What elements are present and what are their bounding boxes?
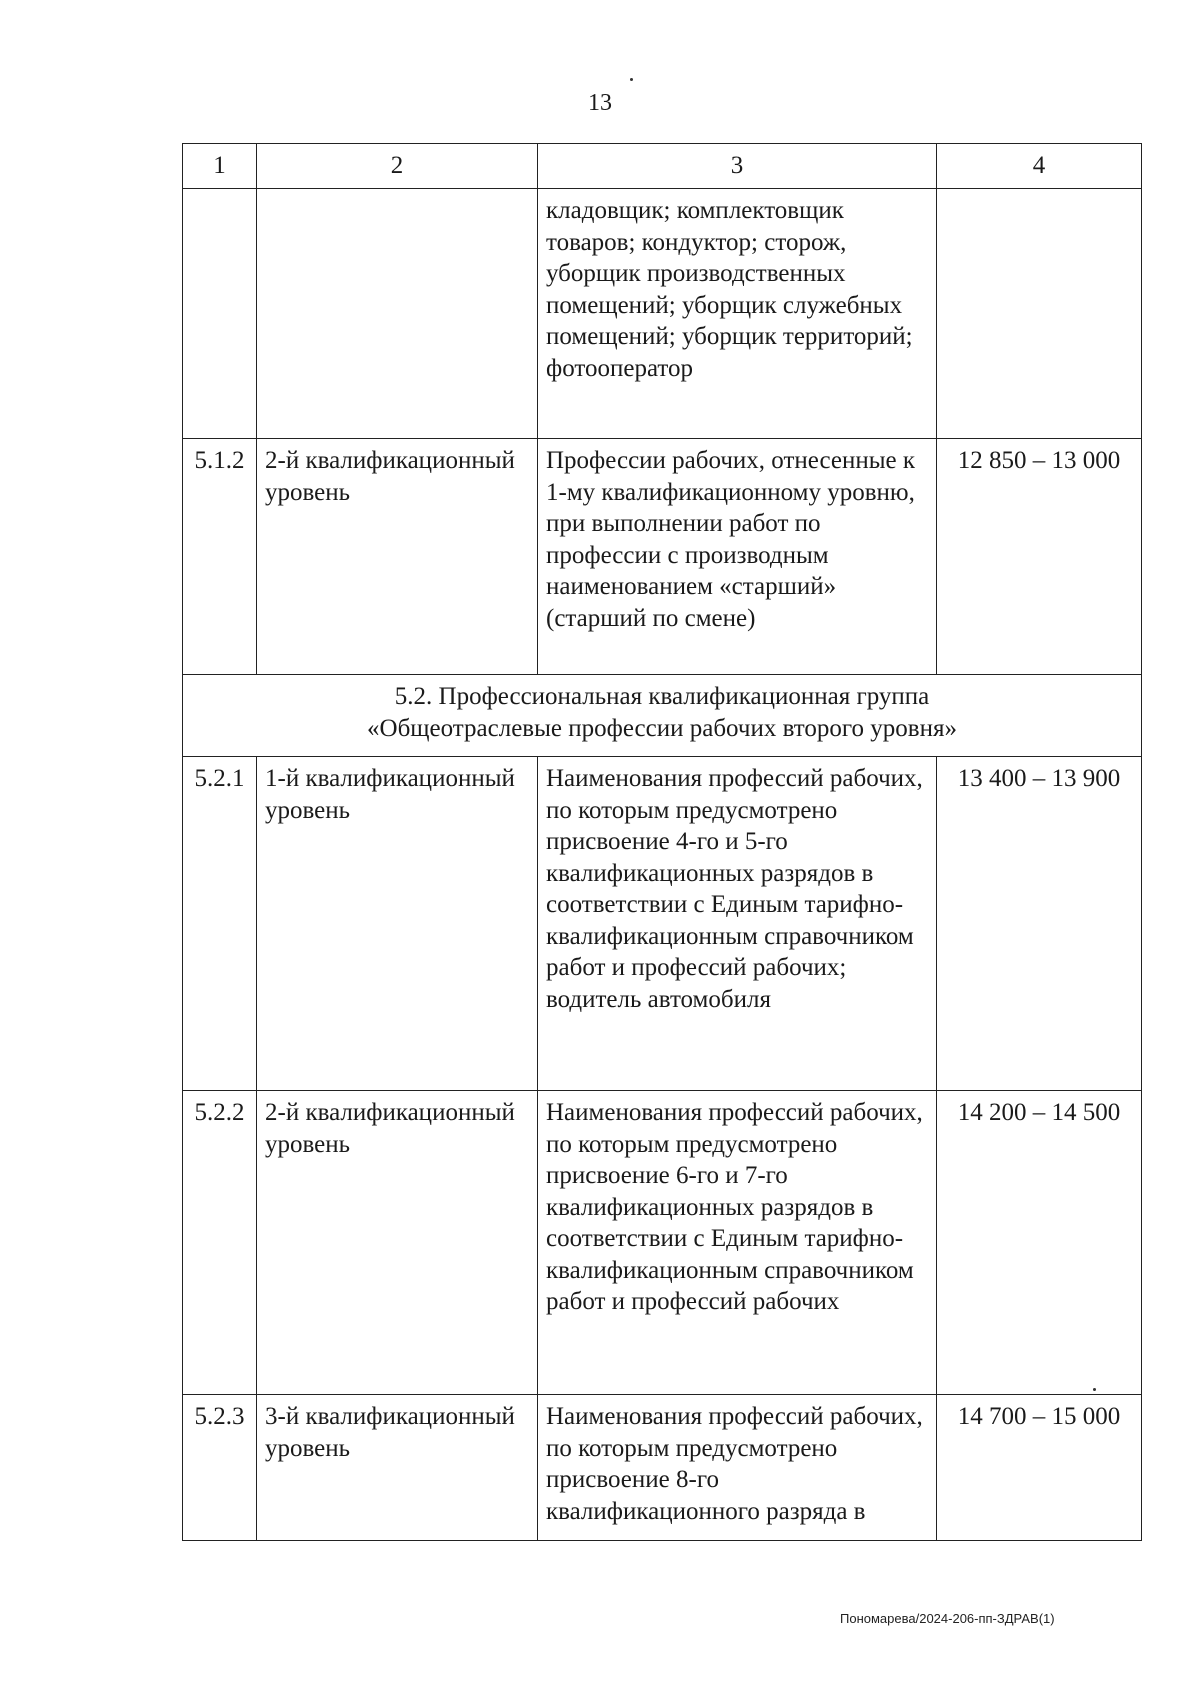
row-description: Наименования профессий рабочих, по которым предусмотрено присвоение 6-го и 7-го квалификационных разрядов в соответствии с Единым тарифно-квалификационным справочником работ и профессий рабочих	[538, 1091, 937, 1395]
row-code	[183, 189, 257, 439]
row-qualification-level: 3-й квалификационный уровень	[257, 1395, 538, 1541]
table-row	[183, 757, 1142, 1091]
row-qualification-level	[257, 189, 538, 439]
document-footer-code: Пономарева/2024-206-пп-ЗДРАВ(1)	[840, 1611, 1055, 1626]
row-qualification-level: 2-й квалификационный уровень	[257, 439, 538, 675]
row-description: кладовщик; комплектовщик товаров; кондуктор; сторож, уборщик производственных помещений; уборщик служебных помещений; уборщик территорий; фотооператор	[538, 189, 937, 439]
row-salary-range: 12 850 – 13 000	[937, 439, 1142, 675]
row-salary-range	[937, 189, 1142, 439]
column-number-4: 4	[937, 144, 1142, 189]
group-heading-line-1: 5.2. Профессиональная квалификационная группа	[394, 683, 930, 710]
row-code: 5.2.1	[183, 757, 257, 1091]
column-number-1: 1	[183, 144, 257, 189]
row-code: 5.2.2	[183, 1091, 257, 1395]
row-description: Наименования профессий рабочих, по которым предусмотрено присвоение 4-го и 5-го квалификационных разрядов в соответствии с Единым тарифно-квалификационным справочником работ и профессий рабочих; водитель автомобиля	[538, 757, 937, 1091]
group-heading	[183, 675, 1142, 757]
row-description: Наименования профессий рабочих, по которым предусмотрено присвоение 8-го квалификационного разряда в	[538, 1395, 937, 1541]
column-number-2: 2	[257, 144, 538, 189]
table-row	[183, 439, 1142, 675]
table-row	[183, 189, 1142, 439]
row-description: Профессии рабочих, отнесенные к 1-му квалификационному уровню, при выполнении работ по профессии с производным наименованием «старший» (старший по смене)	[538, 439, 937, 675]
column-number-3: 3	[538, 144, 937, 189]
row-salary-range: 13 400 – 13 900	[937, 757, 1142, 1091]
page-number: 13	[588, 90, 612, 116]
row-salary-range: 14 200 – 14 500	[937, 1091, 1142, 1395]
group-heading-row	[183, 675, 1142, 757]
table-row	[183, 1091, 1142, 1395]
column-number-row	[183, 144, 1142, 189]
row-code: 5.2.3	[183, 1395, 257, 1541]
row-code: 5.1.2	[183, 439, 257, 675]
group-heading-line-2: «Общеотраслевые профессии рабочих второго уровня»	[367, 714, 957, 742]
qualification-salary-table	[182, 143, 1142, 1541]
row-salary-range: 14 700 – 15 000	[937, 1395, 1142, 1541]
row-qualification-level: 1-й квалификационный уровень	[257, 757, 538, 1091]
row-qualification-level: 2-й квалификационный уровень	[257, 1091, 538, 1395]
scan-speck	[630, 78, 633, 81]
table-row	[183, 1395, 1142, 1541]
